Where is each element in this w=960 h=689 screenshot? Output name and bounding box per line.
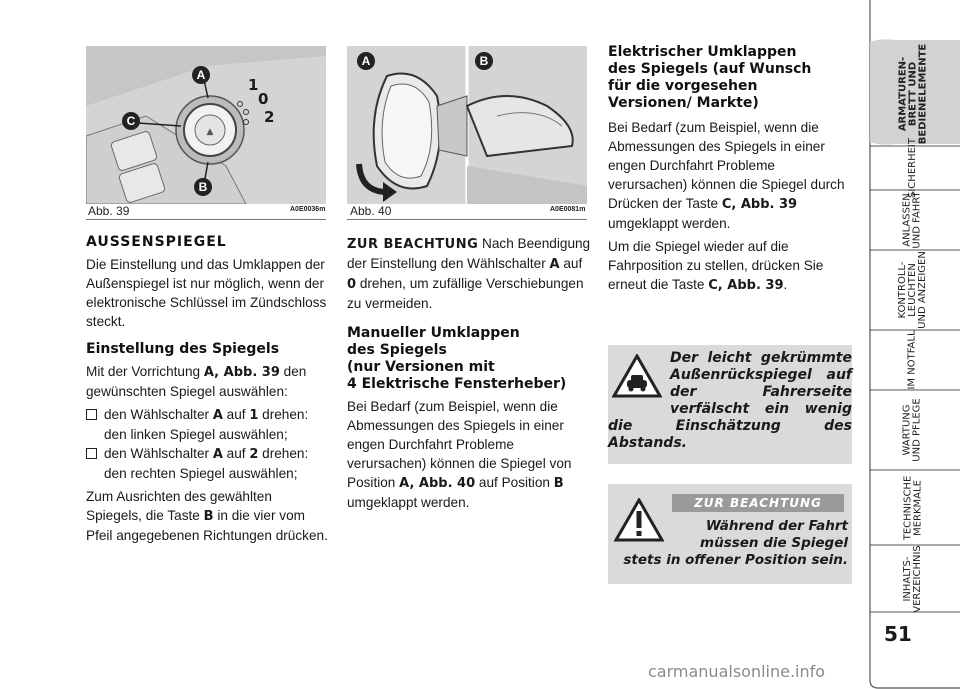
callout-b: B xyxy=(194,178,212,196)
column-2 xyxy=(347,234,591,512)
callout-a: A xyxy=(192,66,210,84)
figure-40 xyxy=(347,46,587,204)
electric-fold-paragraph: Bei Bedarf (zum Beispiel, wenn die Abmessungen des Spiegels in einer engen Durchfahrt Probleme verursachen) können die Spiegel durch Drücken der Taste C, Abb. 39 umgeklappt werden. xyxy=(608,120,845,231)
figure-40-illustration xyxy=(347,46,587,204)
list-item: den Wählschalter A auf 1 drehen: den linken Spiegel auswählen; xyxy=(86,405,330,444)
warning-label: ZUR BEACHTUNG xyxy=(672,494,844,512)
column-1 xyxy=(86,234,330,545)
figure-40-code: A0E0081m xyxy=(550,206,586,213)
callout-a: A xyxy=(357,52,375,70)
selector-paragraph: Mit der Vorrichtung A, Abb. 39 den gewünschten Spiegel auswählen: xyxy=(86,364,307,399)
tab-anlassen-und-fahrt[interactable]: ANLASSEN UND FAHRT xyxy=(901,191,923,249)
tab-sicherheit[interactable]: SICHERHEIT xyxy=(907,138,918,198)
figure-40-caption: Abb. 40 xyxy=(350,204,392,218)
note-paragraph: ZUR BEACHTUNG Nach Beendigung der Einstellung den Wählschalter A auf 0 drehen, um zufällige Verschiebungen zu vermeiden. xyxy=(347,236,591,311)
warning-box xyxy=(608,484,852,584)
warning-text: Während der Fahrt müssen die Spiegel stets in offener Position sein. xyxy=(623,518,848,568)
figure-39 xyxy=(86,46,326,204)
info-box xyxy=(608,342,852,464)
tab-armaturenbrett[interactable]: ARMATUREN- BRETT UND BEDIENELEMENTE xyxy=(897,43,929,145)
tab-kontrollleuchten[interactable]: KONTROLL- LEUCHTEN UND ANZEIGEN xyxy=(896,251,928,329)
position-label-0: 0 xyxy=(258,90,269,108)
adjust-paragraph: Zum Ausrichten des gewählten Spiegels, die Taste B in die vier vom Pfeil angegebenen Richtungen drücken. xyxy=(86,489,328,543)
checkbox-bullet-icon xyxy=(86,448,97,459)
tab-im-notfall[interactable]: IM NOTFALL xyxy=(906,330,918,390)
manual-fold-paragraph: Bei Bedarf (zum Beispiel, wenn die Abmessungen des Spiegels in einer engen Durchfahrt Probleme verursachen) können die Spiegel von Position A, Abb. 40 auf Position B umgeklappt werden. xyxy=(347,399,572,510)
figure-39-rule xyxy=(86,219,326,220)
electric-fold-heading: Elektrischer Umklappen des Spiegels (auf Wunsch für die vorgesehen Versionen/ Markte) xyxy=(608,44,812,111)
figure-39-code: A0E0036m xyxy=(290,206,326,213)
manual-fold-heading: Manueller Umklappen des Spiegels (nur Versionen mit 4 Elektrische Fensterheber) xyxy=(347,325,567,392)
column-3 xyxy=(608,44,854,295)
tab-wartung-und-pflege[interactable]: WARTUNG UND PFLEGE xyxy=(901,398,923,462)
svg-text:▲: ▲ xyxy=(206,127,214,137)
figure-39-caption: Abb. 39 xyxy=(88,204,130,218)
watermark: carmanualsonline.info xyxy=(648,662,826,681)
callout-b: B xyxy=(475,52,493,70)
selector-list xyxy=(86,405,330,483)
position-label-1: 1 xyxy=(248,76,259,94)
tab-inhaltsverzeichnis[interactable]: INHALTS- VERZEICHNIS xyxy=(901,544,923,613)
info-text: Der leicht gekrümmte Außenrückspiegel auf der Fahrerseite verfälscht ein wenig die Einschätzung des Abstands. xyxy=(608,350,852,451)
figure-40-rule xyxy=(347,219,587,220)
tab-technische-merkmale[interactable]: TECHNISCHE MERKMALE xyxy=(902,475,923,540)
checkbox-bullet-icon xyxy=(86,409,97,420)
section-heading: AUSSENSPIEGEL xyxy=(86,234,227,250)
subheading: Einstellung des Spiegels xyxy=(86,341,280,357)
restore-paragraph: Um die Spiegel wieder auf die Fahrposition zu stellen, drücken Sie erneut die Taste C, Abb. 39. xyxy=(608,239,824,293)
chapter-sidebar xyxy=(866,0,960,689)
page-number: 51 xyxy=(884,622,912,646)
position-label-2: 2 xyxy=(264,108,275,126)
callout-c: C xyxy=(122,112,140,130)
intro-paragraph: Die Einstellung und das Umklappen der Außenspiegel ist nur möglich, wenn der elektronische Schlüssel im Zündschloss steckt. xyxy=(86,257,327,329)
list-item: den Wählschalter A auf 2 drehen: den rechten Spiegel auswählen; xyxy=(86,444,330,483)
